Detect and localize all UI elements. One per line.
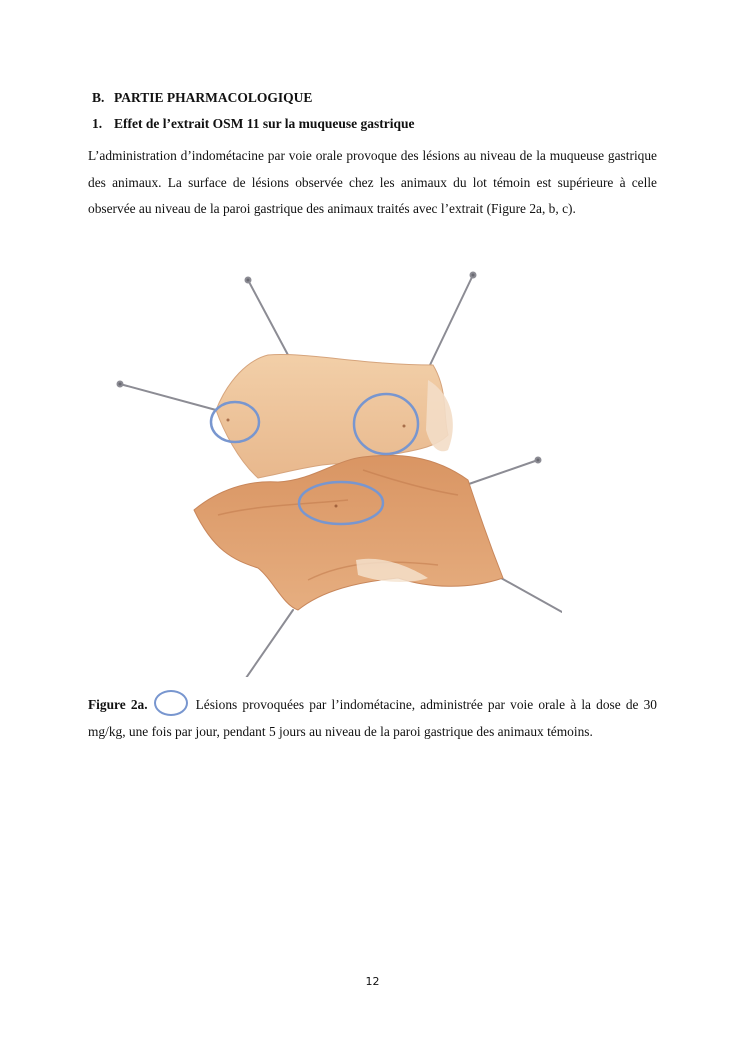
stomach-photo-illustration — [108, 260, 562, 677]
stomach-figure — [108, 260, 562, 677]
subsection-title: Effet de l’extrait OSM 11 sur la muqueuse gastrique — [114, 116, 415, 131]
intro-paragraph: L’administration d’indométacine par voie orale provoque des lésions au niveau de la muqueuse gastrique des animaux. La surface de lésions observée chez les animaux du lot témoin est supérieure à celle observée au niveau de la paroi gastrique des animaux traités avec l’extrait (Figure 2a, b, c). — [88, 148, 657, 216]
subsection-number: 1. — [92, 116, 103, 131]
figure-caption-text: Lésions provoquées par l’indométacine, administrée par voie orale à la dose de 30 mg/kg, une fois par jour, pendant 5 jours au niveau de la paroi gastrique des animaux témoins. — [88, 697, 657, 739]
section-letter: B. — [92, 90, 105, 105]
section-title: PARTIE PHARMACOLOGIQUE — [114, 90, 313, 105]
figure-label: Figure 2a. — [88, 697, 148, 712]
subsection-heading — [92, 116, 415, 132]
section-heading — [92, 90, 312, 106]
lesion-marker-legend-icon — [154, 690, 188, 716]
page-number: 12 — [365, 975, 380, 988]
figure-caption — [88, 692, 657, 745]
